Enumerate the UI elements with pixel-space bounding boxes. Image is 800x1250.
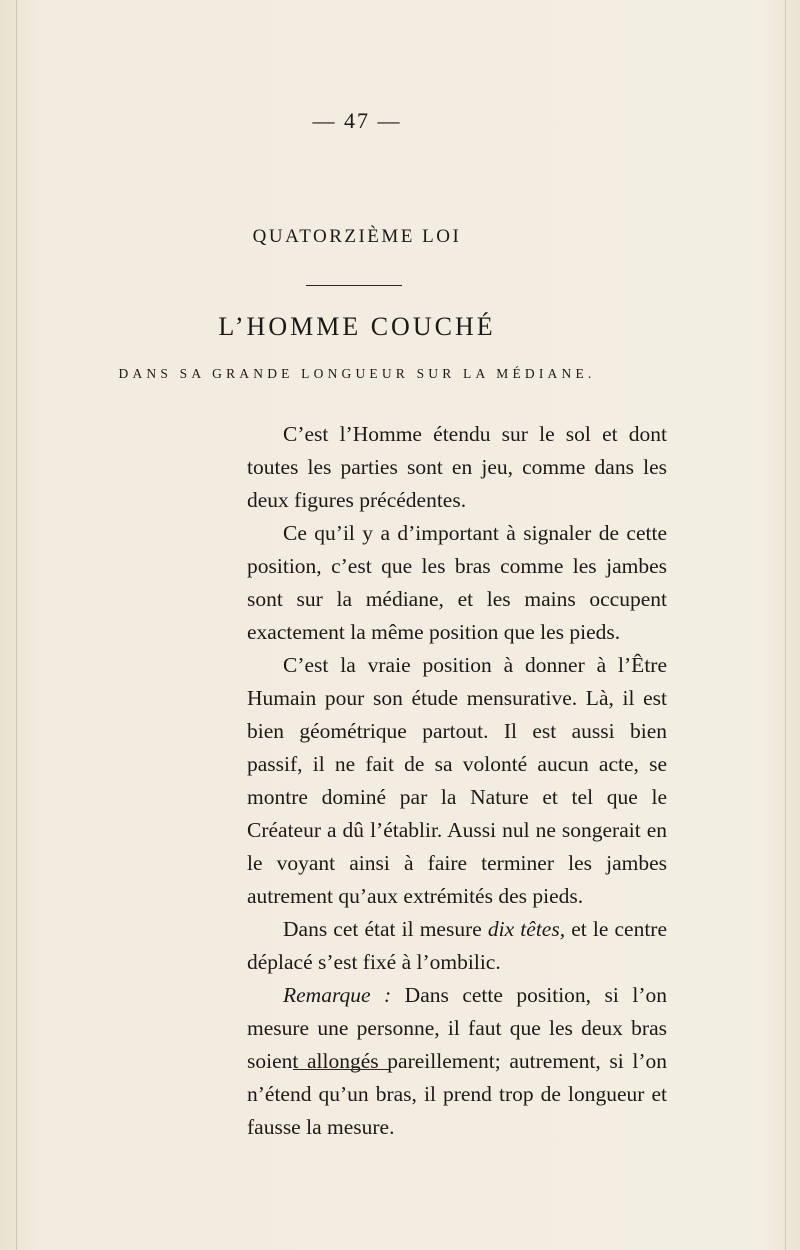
remark-text: Dans cette position, si l’on mesure une personne, il faut que les deux bras soient allongés pareillement; autrement, si l’on n’étend qu’un bras, il prend trop de longueur et fausse la mesure. [247,983,667,1139]
subtitle: DANS SA GRANDE LONGUEUR SUR LA MÉDIANE. [118,366,596,381]
paragraph-2: Ce qu’il y a d’important à signaler de cette position, c’est que les bras comme les jambes sont sur la médiane, et les mains occupent exactement la même position que les pieds. [247,521,667,644]
remark-label: Remarque : [283,983,392,1007]
paragraph-4-emphasis: dix têtes, [487,917,566,941]
main-title: L’HOMME COUCHÉ [218,312,496,341]
paragraph-4-end: et le centre déplacé s’est fixé à l’ombilic. [247,917,668,974]
title-divider [306,285,402,286]
page-number: — 47 — [312,108,402,133]
page-right-edge [785,0,786,1250]
paragraph-4 [247,913,667,979]
page-left-edge [16,0,17,1250]
chapter-title: QUATORZIÈME LOI [252,226,462,247]
remark-paragraph [247,979,667,1144]
paragraph-1: C’est l’Homme étendu sur le sol et dont toutes les parties sont en jeu, comme dans les deux figures précédentes. [247,422,667,512]
body-text [247,418,667,1144]
end-divider [293,1069,389,1070]
paragraph-4-start: Dans cet état il mesure [283,917,488,941]
paragraph-3: C’est la vraie position à donner à l’Être Humain pour son étude mensurative. Là, il est bien géométrique partout. Il est aussi bien passif, il ne fait de sa volonté aucun acte, se montre dominé par la Nature et tel que le Créateur a dû l’établir. Aussi nul ne songerait en le voyant ainsi à faire terminer les jambes autrement qu’aux extrémités des pieds. [247,653,667,908]
